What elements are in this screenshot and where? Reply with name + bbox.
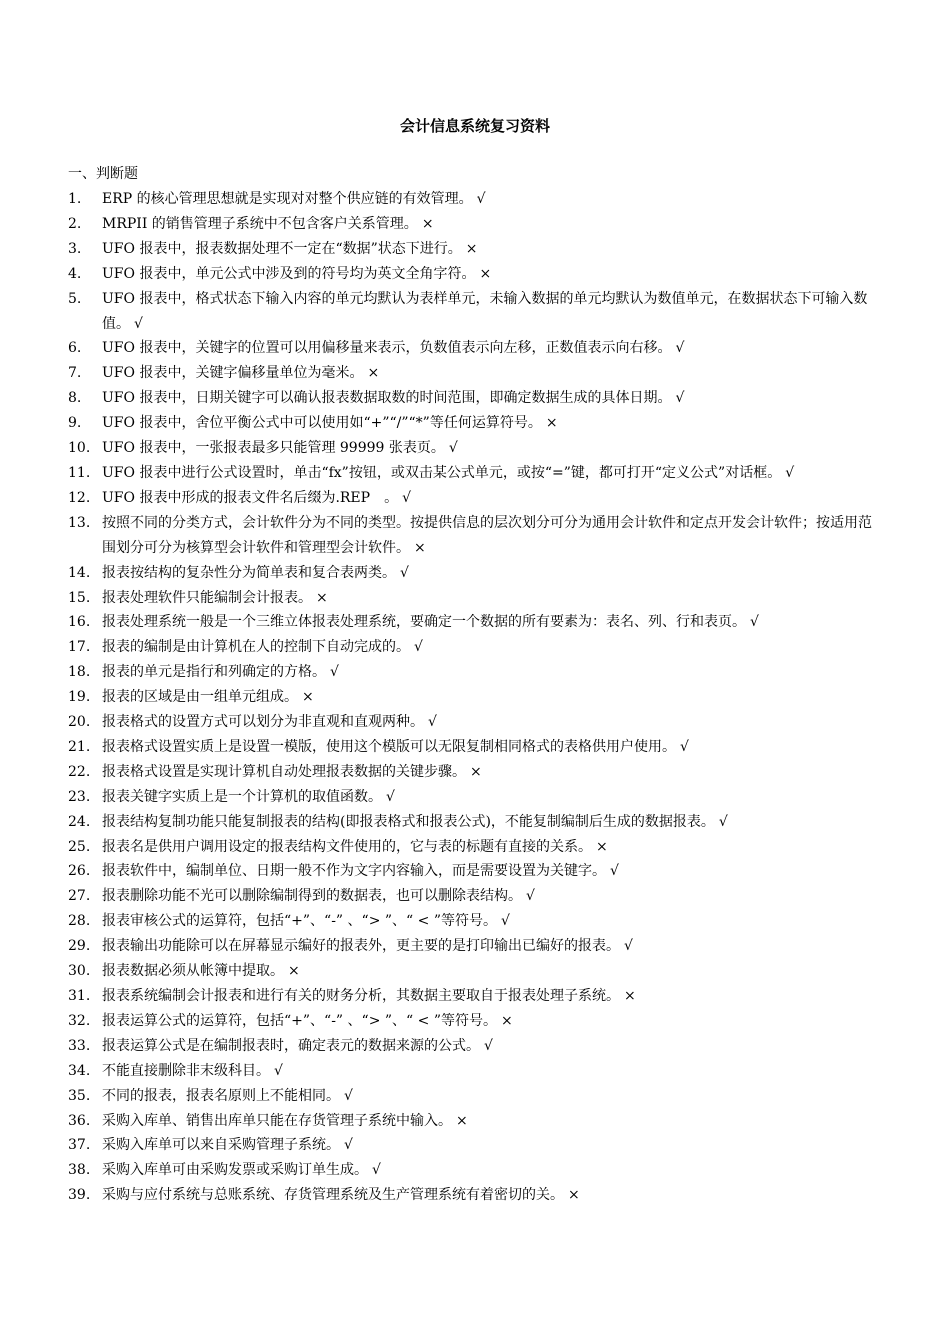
question-body [102, 959, 883, 984]
question-item [68, 461, 883, 486]
question-number: 19. [68, 689, 91, 706]
question-text: 报表的区域是由一组单元组成。 [102, 689, 298, 706]
question-item [68, 336, 883, 361]
question-item [68, 959, 883, 984]
question-text: UFO 报表中，关键字的位置可以用偏移量来表示，负数值表示向左移，正数值表示向右移。 [102, 340, 672, 357]
question-text: 报表格式设置是实现计算机自动处理报表数据的关键步骤。 [102, 763, 466, 780]
question-body [102, 610, 883, 635]
question-text: UFO 报表中，格式状态下输入内容的单元均默认为表样单元，未输入数据的单元均默认为数值单元，在数据状态下可输入数值。 [102, 290, 868, 332]
question-body [102, 1109, 883, 1134]
question-item [68, 660, 883, 685]
question-number: 28. [68, 913, 91, 930]
question-item [68, 884, 883, 909]
question-item [68, 1034, 883, 1059]
question-number: 32. [68, 1012, 91, 1029]
answer-mark: × [624, 988, 636, 1004]
question-body [102, 1034, 883, 1059]
question-number: 3. [68, 240, 82, 257]
question-number: 7. [68, 365, 82, 382]
question-list [68, 187, 883, 1208]
question-body [102, 361, 883, 386]
question-item [68, 361, 883, 386]
question-body [102, 660, 883, 685]
question-number: 23. [68, 788, 91, 805]
question-number: 9. [68, 415, 82, 432]
question-item [68, 386, 883, 411]
answer-mark: √ [680, 738, 689, 755]
answer-mark: × [470, 763, 482, 780]
question-number: 12. [68, 489, 91, 506]
question-body [102, 1009, 883, 1034]
question-body [102, 735, 883, 760]
question-text: ERP 的核心管理思想就是实现对对整个供应链的有效管理。 [102, 191, 473, 207]
question-item [68, 187, 883, 212]
question-item [68, 1084, 883, 1109]
question-body [102, 1059, 883, 1084]
question-text: MRPII 的销售管理子系统中不包含客户关系管理。 [102, 215, 418, 232]
question-text: 报表删除功能不光可以删除编制得到的数据表，也可以删除表结构。 [102, 888, 522, 905]
answer-mark: × [596, 838, 608, 855]
question-item [68, 934, 883, 959]
question-item [68, 1009, 883, 1034]
answer-mark: √ [386, 788, 395, 805]
question-number: 30. [68, 963, 91, 980]
question-item [68, 1059, 883, 1084]
answer-mark: × [316, 589, 328, 606]
question-number: 8. [68, 390, 82, 407]
question-text: 报表按结构的复杂性分为简单表和复合表两类。 [102, 564, 396, 581]
question-body [102, 187, 883, 212]
question-number: 15. [68, 589, 91, 606]
question-text: UFO 报表中，关键字偏移量单位为毫米。 [102, 365, 364, 382]
question-number: 26. [68, 863, 91, 880]
question-number: 24. [68, 813, 91, 830]
question-item [68, 785, 883, 810]
question-number: 37. [68, 1137, 91, 1154]
question-number: 11. [68, 464, 91, 481]
question-number: 31. [68, 988, 91, 1004]
question-item [68, 710, 883, 735]
question-text: 报表运算公式是在编制报表时，确定表元的数据来源的公式。 [102, 1037, 480, 1054]
question-item [68, 436, 883, 461]
question-body [102, 835, 883, 860]
question-number: 2. [68, 215, 82, 232]
question-number: 1. [68, 191, 82, 207]
question-body [102, 1084, 883, 1109]
answer-mark: √ [718, 813, 728, 830]
question-item [68, 287, 883, 337]
answer-mark: √ [344, 1137, 353, 1154]
answer-mark: √ [372, 1162, 381, 1179]
question-item [68, 835, 883, 860]
answer-mark: √ [624, 938, 633, 955]
question-body [102, 859, 883, 884]
question-text: 报表名是供用户调用设定的报表结构文件使用的，它与表的标题有直接的关系。 [102, 838, 592, 855]
question-text: 报表数据必须从帐簿中提取。 [102, 963, 284, 980]
question-text: UFO 报表中，报表数据处理不一定在“数据”状态下进行。 [102, 240, 462, 257]
question-body [102, 237, 883, 262]
answer-mark: √ [448, 440, 458, 457]
question-text: 报表软件中，编制单位、日期一般不作为文字内容输入，而是需要设置为关键字。 [102, 863, 606, 880]
answer-mark: √ [476, 191, 486, 207]
question-number: 29. [68, 938, 91, 955]
answer-mark: × [456, 1112, 468, 1129]
answer-mark: √ [274, 1062, 283, 1079]
answer-mark: × [421, 215, 434, 232]
question-text: 报表的单元是指行和列确定的方格。 [102, 664, 326, 681]
question-text: UFO 报表中形成的报表文件名后缀为.REP 。 [102, 489, 399, 506]
question-number: 14. [68, 564, 91, 581]
question-body [102, 561, 883, 586]
question-number: 10. [68, 440, 91, 457]
question-body [102, 486, 883, 511]
question-body [102, 411, 883, 436]
answer-mark: √ [344, 1087, 353, 1104]
answer-mark: × [367, 365, 380, 382]
question-body [102, 262, 883, 287]
answer-mark: × [465, 240, 478, 257]
question-body [102, 212, 883, 237]
answer-mark: √ [610, 863, 619, 880]
question-item [68, 760, 883, 785]
question-text: 报表运算公式的运算符，包括“+”、“-” 、“> ”、“ < ”等符号。 [102, 1012, 497, 1029]
question-number: 38. [68, 1162, 91, 1179]
question-number: 17. [68, 639, 91, 656]
question-item [68, 237, 883, 262]
answer-mark: × [568, 1187, 580, 1204]
question-body [102, 511, 883, 561]
question-item [68, 735, 883, 760]
question-text: 报表处理系统一般是一个三维立体报表处理系统，要确定一个数据的所有要素为：表名、列、行和表页。 [102, 614, 746, 631]
question-item [68, 859, 883, 884]
question-text: 报表输出功能除可以在屏幕显示编好的报表外，更主要的是打印输出已编好的报表。 [102, 938, 620, 955]
answer-mark: × [545, 415, 558, 432]
answer-mark: √ [414, 639, 423, 656]
question-item [68, 1133, 883, 1158]
answer-mark: √ [785, 464, 795, 481]
question-number: 25. [68, 838, 91, 855]
question-number: 20. [68, 714, 91, 731]
answer-mark: √ [402, 489, 411, 506]
answer-mark: √ [750, 614, 759, 631]
question-number: 35. [68, 1087, 91, 1104]
question-text: UFO 报表中，日期关键字可以确认报表数据取数的时间范围，即确定数据生成的具体日期。 [102, 390, 672, 407]
question-number: 16. [68, 614, 91, 631]
question-item [68, 635, 883, 660]
question-body [102, 1158, 883, 1183]
answer-mark: × [302, 689, 314, 706]
question-body [102, 287, 883, 337]
question-item [68, 1183, 883, 1208]
question-body [102, 785, 883, 810]
answer-mark: √ [428, 714, 437, 731]
question-item [68, 411, 883, 436]
question-text: UFO 报表中进行公式设置时，单击“fx”按钮，或双击某公式单元，或按“=”键，都可打开“定义公式”对话框。 [102, 464, 782, 481]
question-number: 27. [68, 888, 91, 905]
question-text: UFO 报表中，舍位平衡公式中可以使用如“+”“/”“*”等任何运算符号。 [102, 415, 542, 432]
question-text: 报表系统编制会计报表和进行有关的财务分析，其数据主要取自于报表处理子系统。 [102, 988, 620, 1004]
answer-mark: × [500, 1012, 513, 1029]
question-item [68, 810, 883, 835]
question-item [68, 1158, 883, 1183]
answer-mark: √ [330, 664, 339, 681]
question-text: 采购与应付系统与总账系统、存货管理系统及生产管理系统有着密切的关。 [102, 1187, 564, 1204]
question-text: 报表格式设置实质上是设置一模版，使用这个模版可以无限复制相同格式的表格供用户使用。 [102, 738, 676, 755]
question-number: 33. [68, 1037, 91, 1054]
question-body [102, 984, 883, 1009]
question-text: 不同的报表，报表名原则上不能相同。 [102, 1087, 340, 1104]
question-body [102, 934, 883, 959]
document-title: 会计信息系统复习资料 [399, 117, 550, 135]
question-text: 按照不同的分类方式，会计软件分为不同的类型。按提供信息的层次划分可分为通用会计软件和定点开发会计软件；按适用范围划分可分为核算型会计软件和管理型会计软件。 [102, 514, 872, 556]
question-body [102, 635, 883, 660]
question-item [68, 685, 883, 710]
question-body [102, 586, 883, 611]
question-item [68, 486, 883, 511]
answer-mark: √ [400, 564, 409, 581]
question-body [102, 461, 883, 486]
question-text: 报表处理软件只能编制会计报表。 [102, 589, 312, 606]
question-text: 报表格式的设置方式可以划分为非直观和直观两种。 [102, 714, 424, 731]
question-text: 报表结构复制功能只能复制报表的结构(即报表格式和报表公式)，不能复制编制后生成的数据报表。 [102, 813, 715, 830]
question-number: 21. [68, 738, 91, 755]
question-item [68, 262, 883, 287]
question-item [68, 984, 883, 1009]
question-number: 5. [68, 290, 82, 307]
question-number: 18. [68, 664, 91, 681]
question-number: 13. [68, 514, 91, 531]
answer-mark: √ [484, 1037, 493, 1054]
answer-mark: √ [526, 888, 535, 905]
question-body [102, 436, 883, 461]
question-text: 采购入库单可以来自采购管理子系统。 [102, 1137, 340, 1154]
question-body [102, 685, 883, 710]
answer-mark: √ [134, 315, 143, 332]
question-number: 22. [68, 763, 91, 780]
section-heading: 一、判断题 [68, 166, 138, 182]
question-body [102, 909, 883, 934]
question-text: UFO 报表中，单元公式中涉及到的符号均为英文全角字符。 [102, 265, 476, 282]
question-item [68, 511, 883, 561]
answer-mark: √ [675, 340, 685, 357]
question-item [68, 212, 883, 237]
question-number: 6. [68, 340, 82, 357]
question-body [102, 1183, 883, 1208]
question-text: 报表关键字实质上是一个计算机的取值函数。 [102, 788, 382, 805]
question-item [68, 610, 883, 635]
question-item [68, 586, 883, 611]
question-number: 36. [68, 1112, 91, 1129]
answer-mark: × [288, 963, 300, 980]
question-item [68, 909, 883, 934]
question-number: 39. [68, 1187, 91, 1204]
question-body [102, 386, 883, 411]
question-text: UFO 报表中，一张报表最多只能管理 99999 张表页。 [102, 440, 445, 457]
question-text: 不能直接删除非末级科目。 [102, 1062, 270, 1079]
question-number: 34. [68, 1062, 91, 1079]
question-body [102, 336, 883, 361]
answer-mark: × [414, 539, 426, 556]
question-text: 报表审核公式的运算符，包括“+”、“-” 、“> ”、“ < ”等符号。 [102, 913, 497, 930]
question-item [68, 1109, 883, 1134]
answer-mark: √ [675, 390, 685, 407]
answer-mark: √ [500, 913, 510, 930]
question-text: 采购入库单、销售出库单只能在存货管理子系统中输入。 [102, 1112, 452, 1129]
question-body [102, 1133, 883, 1158]
question-item [68, 561, 883, 586]
question-text: 报表的编制是由计算机在人的控制下自动完成的。 [102, 639, 410, 656]
question-body [102, 760, 883, 785]
question-body [102, 710, 883, 735]
question-body [102, 810, 883, 835]
question-text: 采购入库单可由采购发票或采购订单生成。 [102, 1162, 368, 1179]
question-body [102, 884, 883, 909]
question-number: 4. [68, 265, 82, 282]
answer-mark: × [479, 265, 492, 282]
